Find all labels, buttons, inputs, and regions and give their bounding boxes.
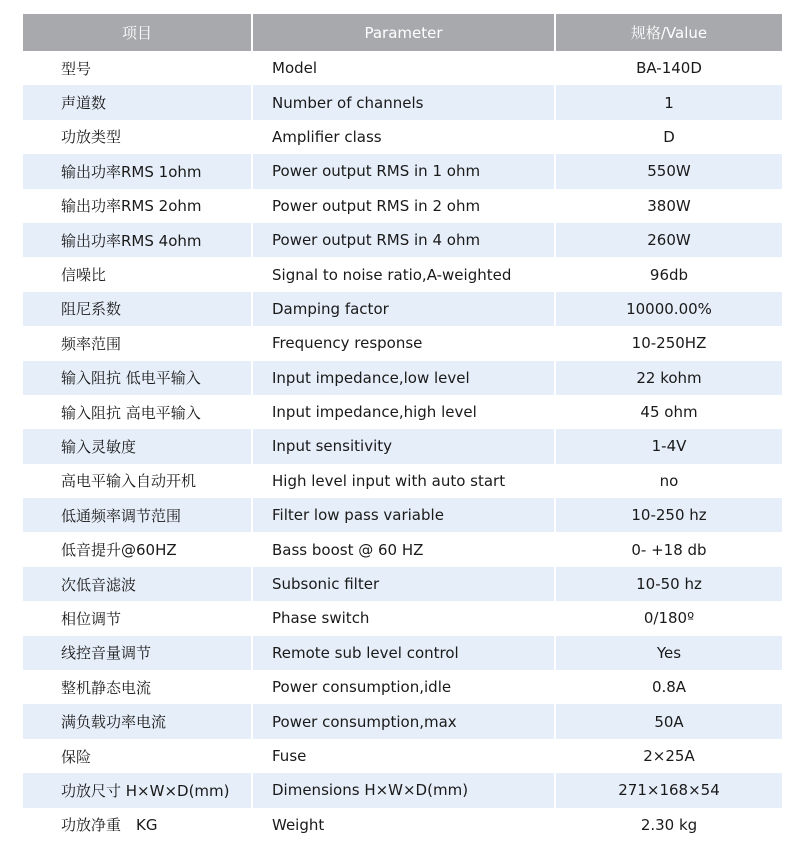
row-value: 271×168×54 <box>555 773 782 807</box>
row-value: 45 ohm <box>555 395 782 429</box>
row-label-cn: 功放尺寸 H×W×D(mm) <box>23 773 252 807</box>
row-label-cn: 信噪比 <box>23 257 252 291</box>
table-row <box>23 704 782 738</box>
header-cell-parameter: Parameter <box>252 14 555 51</box>
row-label-cn: 声道数 <box>23 85 252 119</box>
row-label-en: Amplifier class <box>252 120 555 154</box>
table-row <box>23 670 782 704</box>
row-label-en: Damping factor <box>252 292 555 326</box>
row-value: BA-140D <box>555 51 782 85</box>
row-label-en: Weight <box>252 808 555 842</box>
table-row <box>23 636 782 670</box>
row-label-cn: 次低音滤波 <box>23 567 252 601</box>
table-row <box>23 223 782 257</box>
row-value: 1-4V <box>555 429 782 463</box>
table-row <box>23 464 782 498</box>
row-label-en: Model <box>252 51 555 85</box>
row-label-en: Frequency response <box>252 326 555 360</box>
row-label-cn: 输出功率RMS 2ohm <box>23 189 252 223</box>
row-label-en: Signal to noise ratio,A-weighted <box>252 257 555 291</box>
table-row <box>23 532 782 566</box>
row-label-cn: 相位调节 <box>23 601 252 635</box>
row-label-cn: 输入阻抗 高电平输入 <box>23 395 252 429</box>
row-label-en: Input impedance,low level <box>252 361 555 395</box>
table-row <box>23 808 782 842</box>
row-label-cn: 输入灵敏度 <box>23 429 252 463</box>
row-label-cn: 输出功率RMS 4ohm <box>23 223 252 257</box>
row-label-en: Subsonic filter <box>252 567 555 601</box>
row-label-en: Bass boost @ 60 HZ <box>252 532 555 566</box>
table-row <box>23 498 782 532</box>
row-value: no <box>555 464 782 498</box>
row-label-en: Power consumption,idle <box>252 670 555 704</box>
table-row <box>23 739 782 773</box>
row-value: 550W <box>555 154 782 188</box>
row-value: 10-50 hz <box>555 567 782 601</box>
row-label-en: High level input with auto start <box>252 464 555 498</box>
row-label-en: Phase switch <box>252 601 555 635</box>
row-label-cn: 频率范围 <box>23 326 252 360</box>
table-row <box>23 51 782 85</box>
row-label-cn: 低通频率调节范围 <box>23 498 252 532</box>
row-value: 10000.00% <box>555 292 782 326</box>
table-row <box>23 429 782 463</box>
row-label-cn: 高电平输入自动开机 <box>23 464 252 498</box>
header-cell-item-cn: 项目 <box>23 14 252 51</box>
row-value: 22 kohm <box>555 361 782 395</box>
table-row <box>23 85 782 119</box>
row-value: 2.30 kg <box>555 808 782 842</box>
row-value: 260W <box>555 223 782 257</box>
row-label-cn: 阻尼系数 <box>23 292 252 326</box>
table-row <box>23 257 782 291</box>
header-cell-value: 规格/Value <box>555 14 782 51</box>
row-label-cn: 整机静态电流 <box>23 670 252 704</box>
table-row <box>23 120 782 154</box>
row-label-cn: 低音提升@60HZ <box>23 532 252 566</box>
header-row <box>23 14 782 51</box>
row-label-cn: 功放类型 <box>23 120 252 154</box>
row-value: 1 <box>555 85 782 119</box>
row-label-cn: 保险 <box>23 739 252 773</box>
table-row <box>23 189 782 223</box>
row-value: 10-250 hz <box>555 498 782 532</box>
row-label-en: Filter low pass variable <box>252 498 555 532</box>
row-label-cn: 输入阻抗 低电平输入 <box>23 361 252 395</box>
table-row <box>23 361 782 395</box>
row-label-cn: 输出功率RMS 1ohm <box>23 154 252 188</box>
row-value: 0- +18 db <box>555 532 782 566</box>
table-row <box>23 601 782 635</box>
row-label-cn: 满负载功率电流 <box>23 704 252 738</box>
table-body <box>23 51 782 842</box>
row-label-en: Fuse <box>252 739 555 773</box>
table-row <box>23 773 782 807</box>
row-value: D <box>555 120 782 154</box>
row-label-en: Power output RMS in 2 ohm <box>252 189 555 223</box>
row-label-en: Input impedance,high level <box>252 395 555 429</box>
table-row <box>23 326 782 360</box>
row-label-en: Power output RMS in 4 ohm <box>252 223 555 257</box>
row-value: 2×25A <box>555 739 782 773</box>
row-label-en: Input sensitivity <box>252 429 555 463</box>
spec-table <box>23 14 782 842</box>
row-value: 0/180º <box>555 601 782 635</box>
row-label-cn: 线控音量调节 <box>23 636 252 670</box>
table-row <box>23 395 782 429</box>
row-label-en: Dimensions H×W×D(mm) <box>252 773 555 807</box>
row-label-en: Number of channels <box>252 85 555 119</box>
table-header <box>23 14 782 51</box>
table-row <box>23 567 782 601</box>
row-label-cn: 型号 <box>23 51 252 85</box>
row-value: 0.8A <box>555 670 782 704</box>
row-label-cn: 功放净重 KG <box>23 808 252 842</box>
row-value: Yes <box>555 636 782 670</box>
row-label-en: Remote sub level control <box>252 636 555 670</box>
row-value: 380W <box>555 189 782 223</box>
row-value: 96db <box>555 257 782 291</box>
row-label-en: Power consumption,max <box>252 704 555 738</box>
table-row <box>23 292 782 326</box>
row-value: 10-250HZ <box>555 326 782 360</box>
row-label-en: Power output RMS in 1 ohm <box>252 154 555 188</box>
table-row <box>23 154 782 188</box>
row-value: 50A <box>555 704 782 738</box>
